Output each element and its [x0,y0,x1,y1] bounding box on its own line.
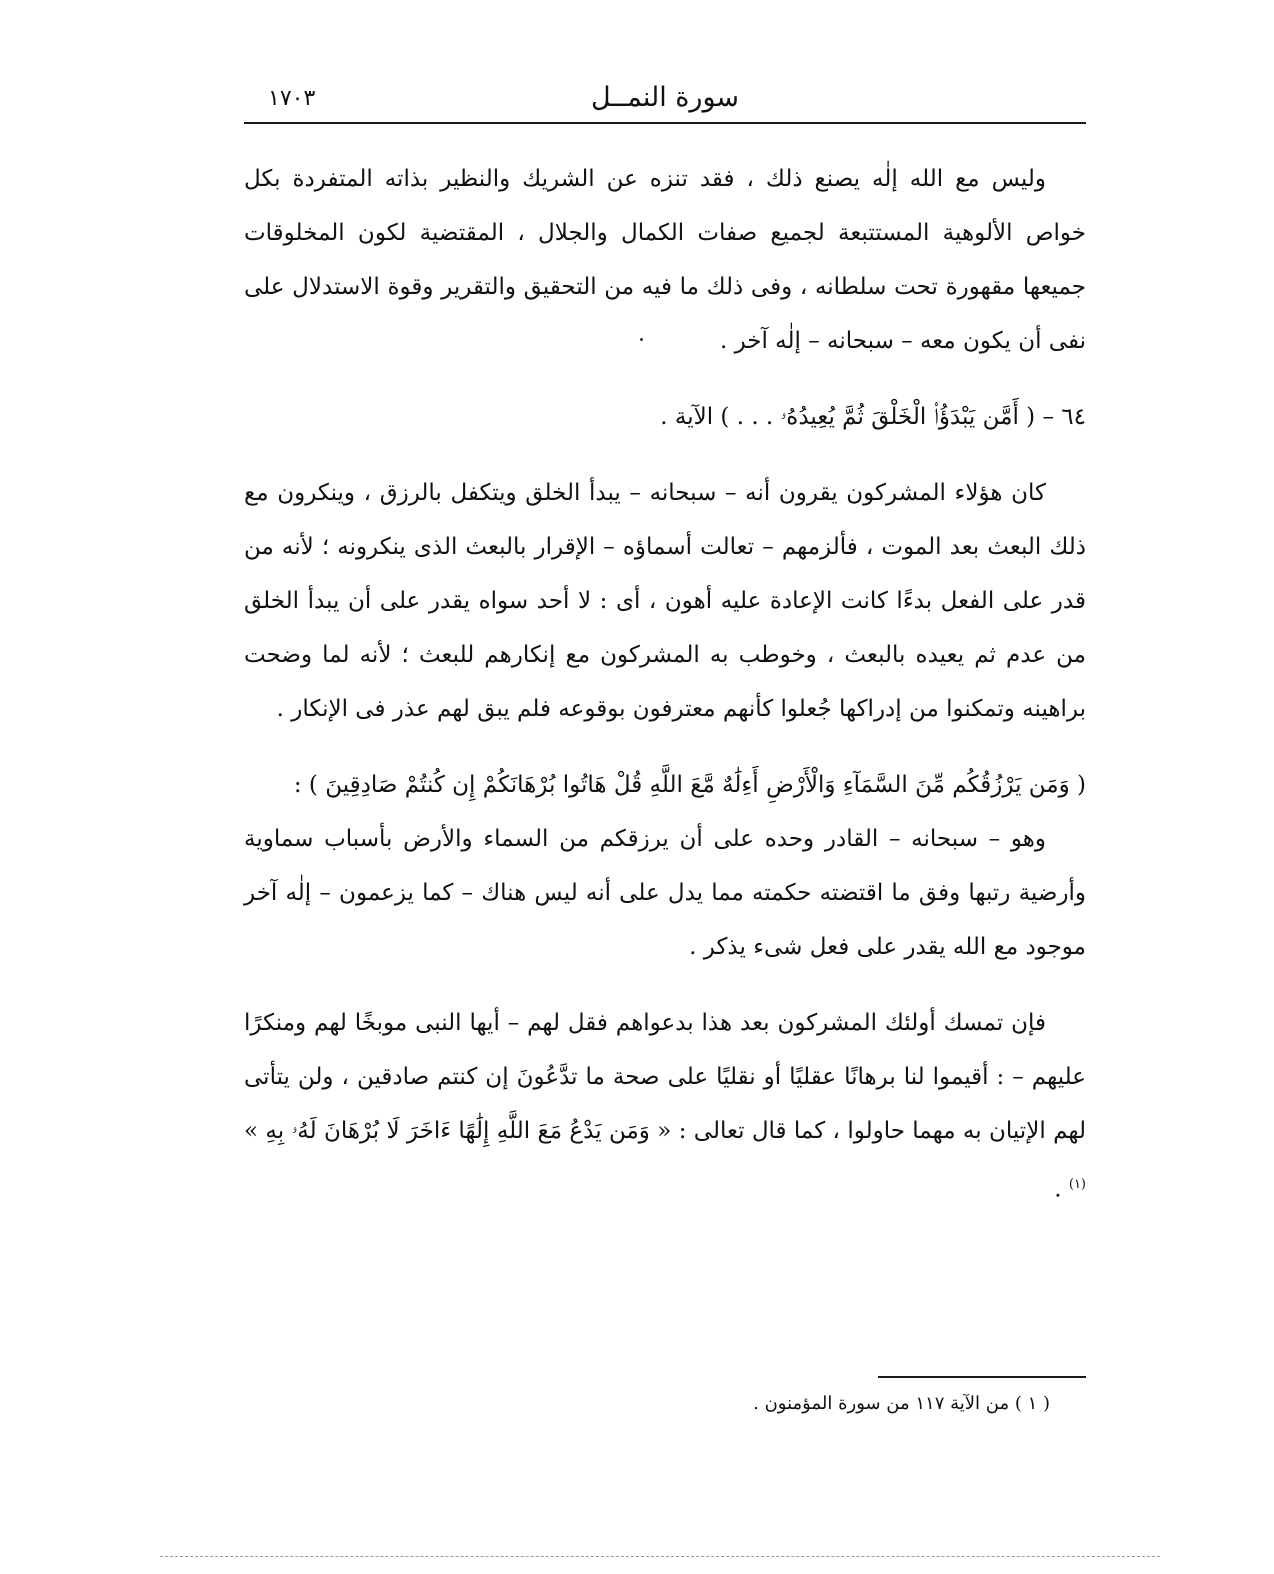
body-text [244,152,1086,1217]
spacer [244,444,1086,466]
page-number: ١٧٠٣ [268,86,316,111]
paragraph-2: كان هؤلاء المشركون يقرون أنه – سبحانه – يبدأ الخلق ويتكفل بالرزق ، وينكرون مع ذلك البعث بعد الموت ، فألزمهم – تعالت أسماؤه – الإقرار بالبعث الذى ينكرونه ؛ لأنه من قدر على الفعل بدءًا كانت الإعادة عليه أهون ، أى : لا أحد سواه يقدر على أن يبدأ الخلق من عدم ثم يعيده بالبعث ، وخوطب به المشركون مع إنكارهم للبعث ؛ لأنه لما وضحت براهينه وتمكنوا من إدراكها جُعلوا كأنهم معترفون بوقوعه فلم يبق لهم عذر فى الإنكار . [244,480,1086,722]
verse-64-heading: ٦٤ – ( أَمَّن يَبْدَؤُا۟ الْخَلْقَ ثُمَّ يُعِيدُهُۥ . . . ) الآية . [660,404,1086,430]
footnote: ( ١ ) من الآية ١١٧ من سورة المؤمنون . [753,1393,1050,1414]
scan-edge-line [160,1556,1160,1557]
paragraph-3: وهو – سبحانه – القادر وحده على أن يرزقكم من السماء والأرض بأسباب سماوية وأرضية رتبها وفق ما اقتضته حكمته مما يدل على أنه ليس هناك – كما يزعمون – إلٰه آخر موجود مع الله يقدر على فعل شىء يذكر . [244,826,1086,960]
footnote-reference: (١) [1068,1177,1086,1192]
paragraph-1: وليس مع الله إلٰه يصنع ذلك ، فقد تنزه عن الشريك والنظير بذاته المتفردة بكل خواص الألوهية المستتبعة لجميع صفات الكمال والجلال ، المقتضية لكون المخلوقات جميعها مقهورة تحت سلطانه ، وفى ذلك ما فيه من التحقيق والتقرير وقوة الاستدلال على نفى أن يكون معه – سبحانه – إلٰه آخر . [244,166,1086,354]
paragraph-4: فإن تمسك أولئك المشركون بعد هذا بدعواهم فقل لهم – أيها النبى موبخًا لهم ومنكرًا عليهم – : أقيموا لنا برهانًا عقليًا أو نقليًا على صحة ما تدَّعُونَ إن كنتم صادقين ، ولن يتأتى لهم الإتيان به مهما حاولوا ، كما قال تعالى : « وَمَن يَدْعُ مَعَ اللَّهِ إِلَٰهًا ءَاخَرَ لَا بُرْهَانَ لَهُۥ بِهِ » $^{(١)}$ . [244,1010,1086,1203]
verse-quote: ( وَمَن يَرْزُقُكُم مِّنَ السَّمَآءِ وَالْأَرْضِ أَءِلَٰهٌ مَّعَ اللَّهِ قُلْ هَاتُوا بُرْهَانَكُمْ إِن كُنتُمْ صَادِقِينَ ) : [293,772,1086,798]
spacer [244,368,1086,390]
spacer [244,736,1086,758]
surah-title: سورة النمــل [590,82,740,113]
footnote-separator [878,1376,1086,1378]
page-header [244,78,1086,124]
spacer [244,974,1086,996]
scan-speck [640,338,643,341]
paragraph-4-text: فإن تمسك أولئك المشركون بعد هذا بدعواهم فقل لهم – أيها النبى موبخًا لهم ومنكرًا عليهم – : أقيموا لنا برهانًا عقليًا أو نقليًا على صحة ما تدَّعُونَ إن كنتم صادقين ، ولن يتأتى لهم الإتيان به مهما حاولوا ، كما قال تعالى : « وَمَن يَدْعُ مَعَ اللَّهِ إِلَٰهًا ءَاخَرَ لَا بُرْهَانَ لَهُۥ بِهِ » [244,1010,1086,1144]
